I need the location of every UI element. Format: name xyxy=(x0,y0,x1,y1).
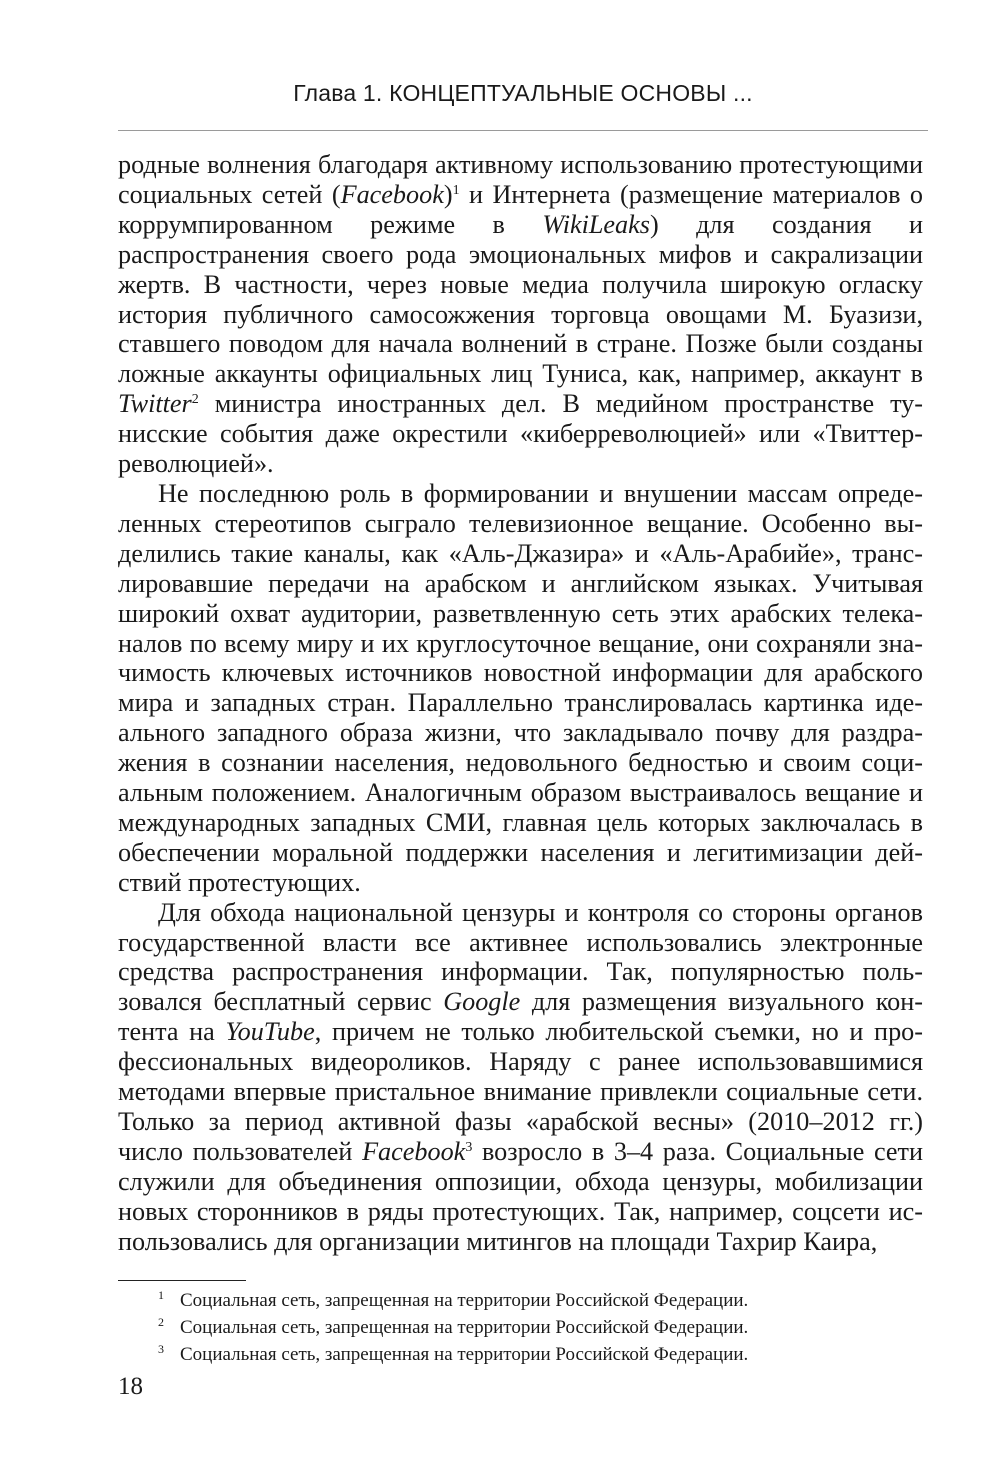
p3-italic-google: Google xyxy=(443,987,521,1017)
paragraph-3 xyxy=(118,898,923,1257)
footnote-text: Социальная сеть, запрещенная на территории Российской Федерации. xyxy=(180,1317,749,1338)
p3-italic-youtube: YouTube xyxy=(225,1017,315,1047)
main-text xyxy=(118,150,923,1257)
p3-italic-facebook: Facebook xyxy=(362,1136,466,1166)
footnote-separator xyxy=(118,1280,246,1281)
paragraph-2: Не последнюю роль в формировании и внушении массам определенных стереотипов сыграло телевизионное вещание. Особенно выделились такие каналы, как «Аль-Джазира» и «Аль-Арабийе», транслировавшие передачи на арабском и английском языках. Учитывая широкий охват аудитории, разветвленную сеть этих арабских телеканалов по всему миру и их круглосуточное вещание, они сохраняли значимость ключевых источников новостной информации для арабского мира и западных стран. Параллельно транслировалась картинка идеального западного образа жизни, что закладывало почву для раздражения в сознании населения, недовольного бедностью и своим социальным положением. Аналогичным образом выстраивалось вещание и международных западных СМИ, главная цель которых заключалась в обеспечении моральной поддержки населения и легитимизации действий протестующих. xyxy=(118,478,923,897)
p1-italic-twitter: Twitter xyxy=(118,389,192,419)
footnote-2: 2 Социальная сеть, запрещенная на территории Российской Федерации. xyxy=(158,1315,749,1338)
footnote-text: Социальная сеть, запрещенная на территории Российской Федерации. xyxy=(180,1290,749,1311)
p1-text-3: и Интернета (размещение материалов о коррумпированном режиме в xyxy=(118,179,923,239)
header-rule xyxy=(118,130,928,131)
running-head: Глава 1. КОНЦЕПТУАЛЬНЫЕ ОСНОВЫ ... xyxy=(293,80,753,106)
p3-text-4: возросло в 3–4 раза. Социальные сети служили для объединения оппозиции, обхода цензуры, мобилизации новых сторонников в ряды протестующих. Так, например, соцсети использовались для организации митингов на площади Тахрир Каира, xyxy=(118,1136,923,1256)
p1-text-1: родные волнения благодаря активному использованию протестующими социальных сетей ( xyxy=(118,150,923,209)
footnote-ref-2[interactable]: 2 xyxy=(191,392,199,408)
footnote-3: 3 Социальная сеть, запрещенная на территории Российской Федерации. xyxy=(158,1342,749,1365)
p1-text-5: министра иностранных дел. В медийном пространстве тунисские события даже окрестили «киберреволюцией» или «Твиттерреволюцией». xyxy=(118,389,923,479)
p3-text-3: , причем не только любительской съемки, но и профессиональных видеороликов. Наряду с ранее использовавшимися методами впервые пристальное внимание привлекли социальные сети. Только за период активной фазы «арабской весны» (2010–2012 гг.) число пользователей xyxy=(118,1017,923,1166)
p3-text-1: Для обхода национальной цензуры и контроля со стороны органов государственной власти все активнее использовались электронные средства распространения информации. Так, популярностью пользовался бесплатный сервис xyxy=(118,897,923,1017)
p1-text-2: ) xyxy=(443,179,453,209)
paragraph-1 xyxy=(118,150,923,479)
page-number: 18 xyxy=(118,1373,143,1400)
footnotes xyxy=(118,1287,923,1368)
p1-italic-facebook: Facebook xyxy=(340,179,444,209)
p3-text-2: для размещения визуального контента на xyxy=(118,987,924,1047)
footnote-text: Социальная сеть, запрещенная на территории Российской Федерации. xyxy=(180,1344,749,1365)
p1-text-4: ) для создания и распространения своего рода эмоциональных мифов и сакрализации жертв. В частности, через новые медиа получила широкую огласку история публичного самосожжения торговца овощами М. Буазизи, ставшего поводом для начала волнений в стране. Позже были созданы ложные аккаунты официальных лиц Туниса, как, например, аккаунт в xyxy=(118,209,923,389)
footnote-ref-1[interactable]: 1 xyxy=(452,182,460,198)
p1-italic-wikileaks: WikiLeaks xyxy=(542,209,650,239)
footnote-1: 1 Социальная сеть, запрещенная на территории Российской Федерации. xyxy=(158,1288,749,1311)
footnote-ref-3[interactable]: 3 xyxy=(465,1139,473,1155)
